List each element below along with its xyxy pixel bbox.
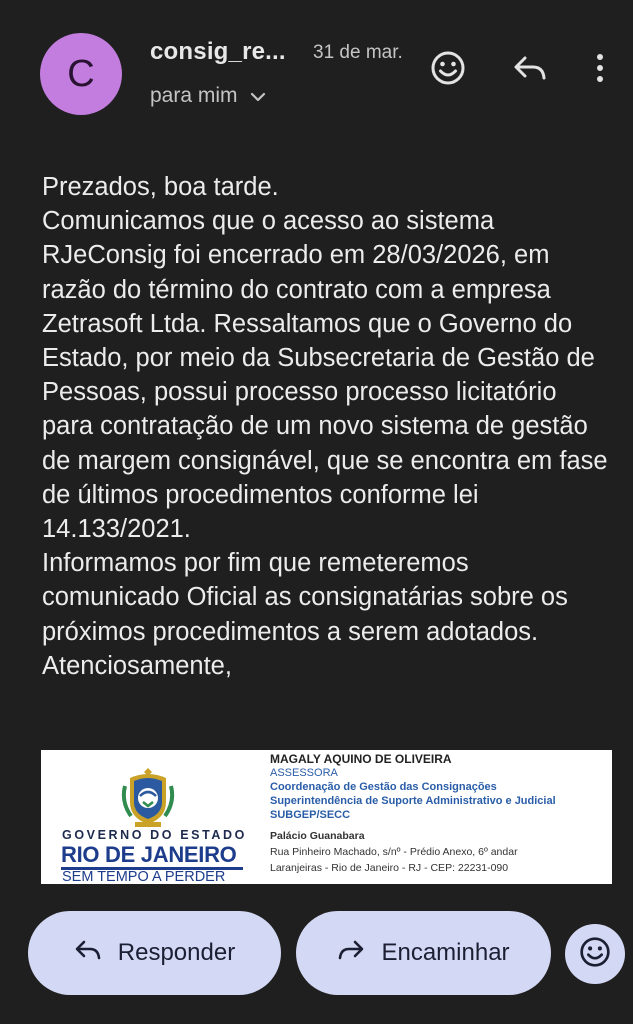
body-paragraph: Informamos por fim que remeteremos comunicado Oficial as consignatárias sobre os próximos procedimentos a serem adotados. — [42, 549, 568, 646]
email-signature — [41, 750, 612, 884]
signature-superintendence: Superintendência de Suporte Administrativo e Judicial — [270, 795, 556, 807]
message-body — [42, 170, 612, 683]
forward-button-label: Encaminhar — [381, 939, 510, 966]
signature-department: Coordenação de Gestão das Consignações — [270, 781, 497, 793]
smiley-icon[interactable] — [426, 46, 470, 90]
rj-government-logo — [41, 750, 263, 884]
coat-of-arms-icon — [121, 766, 175, 828]
smiley-icon — [579, 936, 611, 973]
reply-button-label: Responder — [117, 939, 236, 966]
gov-line-1: GOVERNO DO ESTADO — [62, 828, 247, 842]
avatar-letter: C — [67, 52, 95, 95]
signature-address-line1: Rua Pinheiro Machado, s/nº - Prédio Anexo, 6º andar — [270, 846, 518, 858]
forward-button[interactable] — [296, 911, 551, 995]
gov-slogan: SEM TEMPO A PERDER — [62, 869, 226, 884]
greeting-line: Prezados, boa tarde. — [42, 173, 279, 201]
signature-details — [270, 752, 610, 875]
body-paragraph: Comunicamos que o acesso ao sistema RJeConsig foi encerrado em 28/03/2026, em razão do término do contrato com a empresa Zetrasoft Ltda. Ressaltamos que o Governo do Estado, por meio da Subsecretaria de Gestão de Pessoas, possui processo processo licitatório para contratação de um novo sistema de gestão de margem consignável, que se encontra em fase de últimos procedimentos conforme lei 14.133/2021. — [42, 207, 608, 544]
reply-button[interactable] — [28, 911, 281, 995]
closing-line: Atenciosamente, — [42, 651, 232, 680]
signature-role: ASSESSORA — [270, 767, 338, 779]
signature-place: Palácio Guanabara — [270, 830, 365, 842]
signature-address-line2: Laranjeiras - Rio de Janeiro - RJ - CEP: 22231-090 — [270, 862, 509, 874]
recipient-toggle[interactable] — [150, 84, 266, 108]
gov-line-2: RIO DE JANEIRO — [61, 842, 237, 867]
more-vertical-icon[interactable] — [578, 46, 622, 90]
signature-name: MAGALY AQUINO DE OLIVEIRA — [270, 752, 452, 766]
chevron-down-icon — [250, 84, 266, 108]
forward-arrow-icon — [337, 939, 365, 968]
reply-arrow-icon — [74, 939, 102, 968]
signature-unit: SUBGEP/SECC — [270, 809, 351, 821]
sender-avatar[interactable] — [40, 33, 122, 115]
message-date: 31 de mar. — [313, 42, 403, 63]
sender-name[interactable]: consig_re... — [150, 38, 286, 65]
reply-arrow-icon[interactable] — [508, 46, 552, 90]
recipient-label: para mim — [150, 84, 238, 107]
react-button[interactable] — [565, 924, 625, 984]
message-header — [0, 0, 633, 130]
